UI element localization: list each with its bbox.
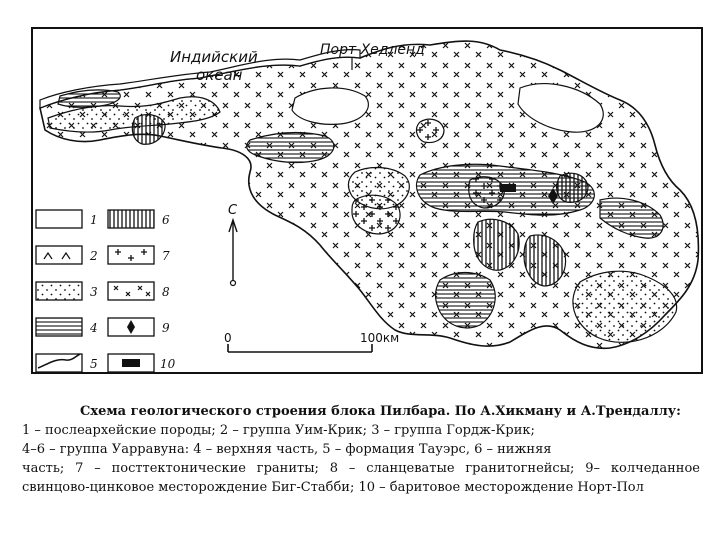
legend-num-10: 10 bbox=[160, 357, 176, 371]
ocean-label-line2: океан bbox=[196, 66, 243, 84]
caption-legend-line-1: 1 – послеархейские породы; 2 – группа Уим-Крик; 3 – группа Гордж-Крик; bbox=[22, 423, 535, 438]
legend-swatch-6 bbox=[108, 210, 154, 228]
scale-end-label: 100км bbox=[360, 331, 400, 345]
legend-num-2: 2 bbox=[90, 249, 98, 263]
north-pole-deposit-marker bbox=[500, 184, 516, 192]
legend-swatch-3 bbox=[36, 282, 82, 300]
legend-num-4: 4 bbox=[90, 321, 98, 335]
north-label: С bbox=[228, 203, 238, 218]
scale-zero-label: 0 bbox=[224, 331, 232, 345]
post-tectonic-granite-3 bbox=[417, 119, 444, 142]
legend-num-1: 1 bbox=[90, 213, 98, 227]
legend-num-5: 5 bbox=[90, 357, 98, 371]
warrawoona-lower-belt-2 bbox=[474, 219, 519, 270]
ocean-label-line1: Индийский bbox=[170, 48, 258, 66]
black-bar-icon bbox=[122, 359, 140, 367]
legend-swatch-4 bbox=[36, 318, 82, 336]
post-tectonic-granite-2 bbox=[469, 177, 504, 208]
legend-num-8: 8 bbox=[162, 285, 170, 299]
caption-legend-line-2: 4–6 – группа Уарравуна: 4 – верхняя часть, 5 – формация Тауэрс, 6 – нижняя bbox=[22, 442, 552, 457]
caption-legend-line-3: часть; 7 – посттектонические граниты; 8 – сланцеватые гранитогнейсы; 9– колчеданное свинцово-цинковое месторождение Биг-Стабби; 10 – баритовое месторождение Норт-Пол bbox=[22, 461, 700, 495]
legend-num-9: 9 bbox=[162, 321, 170, 335]
post-archean-interior-1 bbox=[292, 88, 368, 124]
legend-swatch-2 bbox=[36, 246, 82, 264]
caption-title: Схема геологического строения блока Пилбара. По А.Хикману и А.Трендаллу: bbox=[80, 404, 681, 419]
legend-num-3: 3 bbox=[90, 285, 98, 299]
legend-swatch-1 bbox=[36, 210, 82, 228]
caption-legend bbox=[22, 421, 700, 497]
legend-swatch-8 bbox=[108, 282, 154, 300]
legend-num-7: 7 bbox=[162, 249, 170, 263]
legend-num-6: 6 bbox=[162, 213, 170, 227]
warrawoona-lower-belt-4 bbox=[557, 173, 588, 202]
figure-caption bbox=[22, 402, 700, 497]
port-label: Порт Хедленд bbox=[320, 42, 425, 58]
